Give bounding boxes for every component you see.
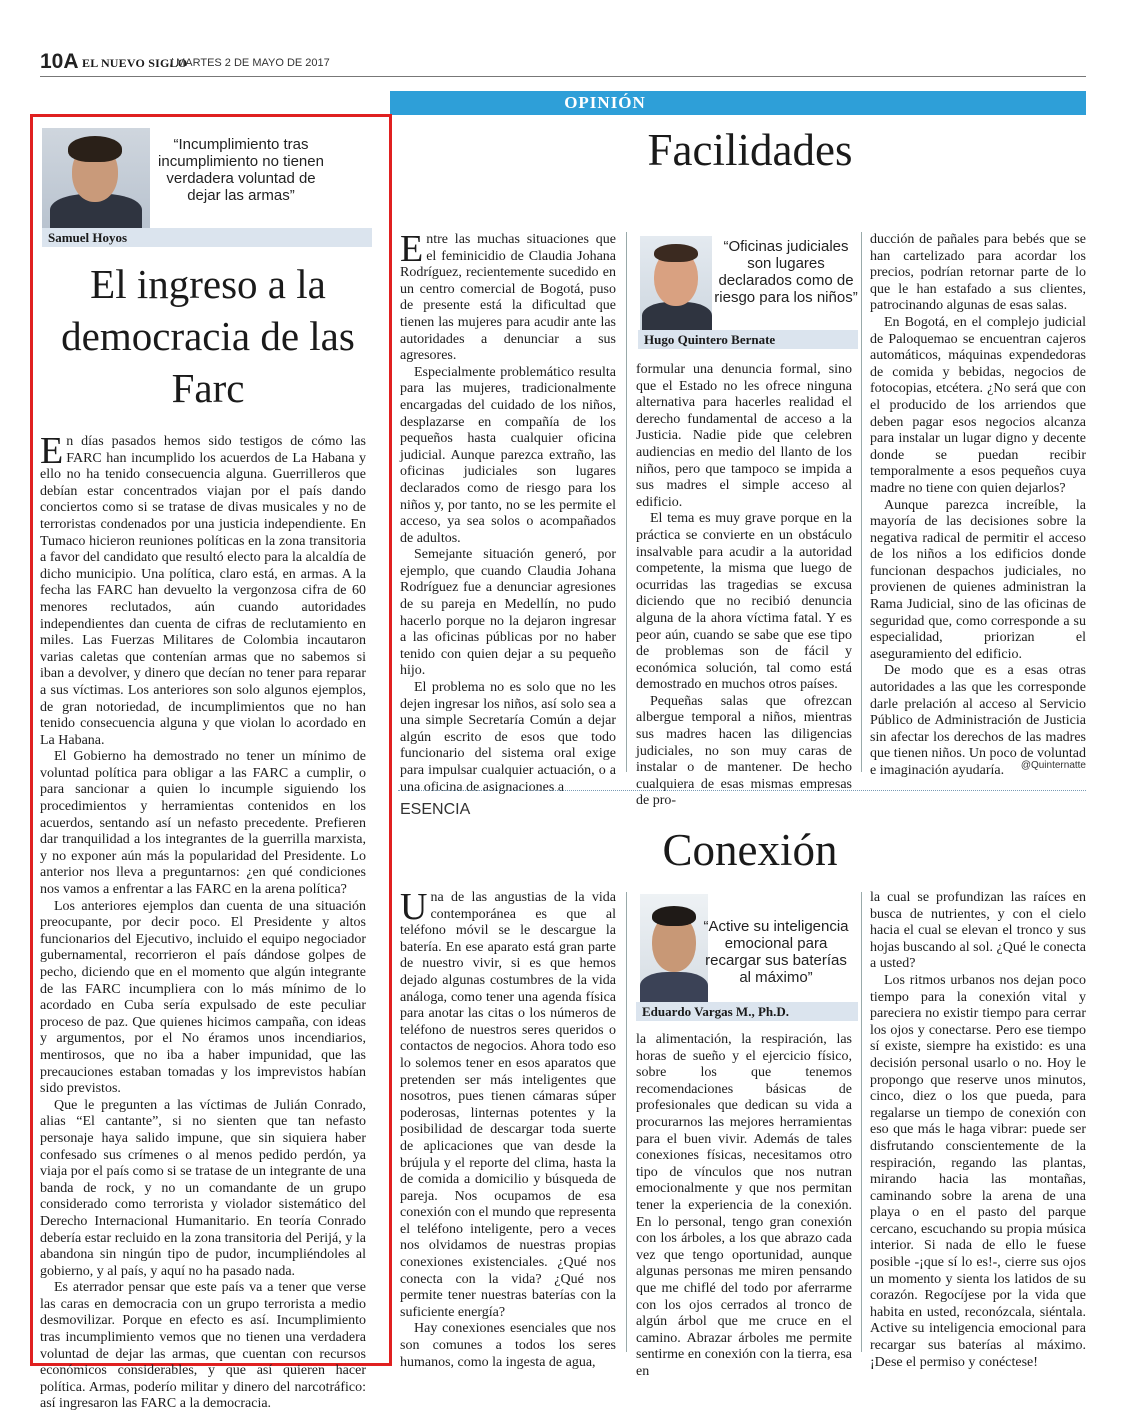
- publication-name: EL NUEVO SIGLO: [82, 56, 188, 70]
- paragraph: la cual se profundizan las raíces en busca de nutrientes, y con el cielo hacia el cual se elevan el tronco y sus hojas buscando al sol. ¿Qué le conecta a usted?: [870, 890, 1086, 972]
- article-column: [400, 228, 616, 796]
- pull-quote: “Active su inteligencia emocional para recargar sus baterías al máximo”: [703, 918, 849, 986]
- paragraph: ducción de pañales para bebés que se han cartelizado para acordar los precios, podrían retornar parte de lo que le han estafado a sus clientes, patrocinando algunas de esas salas.: [870, 232, 1086, 314]
- article-column: [636, 1032, 852, 1380]
- article-headline: Facilidades: [647, 125, 853, 175]
- article-column: [870, 232, 1086, 780]
- article-divider: [398, 790, 1086, 791]
- paragraph: Semejante situación generó, por ejemplo, que cuando Claudia Johana Rodríguez fue a denunciar agresiones de su pareja en Medellín, no pudo hacerlo porque no la dejaron ingresar a las oficinas públicas por no haber tenido con quien dejar a su pequeño hijo.: [400, 547, 616, 679]
- section-title: OPINIÓN: [564, 93, 646, 112]
- paragraph: Que le pregunten a las víctimas de Julián Conrado, alias “El cantante”, si no sienten que tan nefasto personaje haya salido impune, que sin siquiera haber confesado sus crímenes o al menos pedido perdón, ya viaja por el país como si se tratase de un integrante de una banda de rock, y no un comandante de un grupo considerado como terrorista y violador sistemático del Derecho Internacional Humanitario. En teoría Conrado debería estar recluido en la zona transitoria del Perijá, y la abandona sin ningún tipo de pudor, incumpliéndoles al gobierno, y al país, y aquí no ha pasado nada.: [40, 1097, 366, 1279]
- author-photo-hugo-quintero: [640, 236, 712, 332]
- pull-quote: “Incumplimiento tras incumplimiento no tienen verdadera voluntad de dejar las armas”: [158, 136, 324, 204]
- author-byline: Eduardo Vargas M., Ph.D.: [636, 1002, 858, 1021]
- paragraph: Los ritmos urbanos nos dejan poco tiempo para la conexión vital y pareciera no existir tiempo para cerrar los ojos y conectarse. Pero ese tiempo sí existe, siempre ha existido: es una decisión personal usarlo o no. Hoy le propongo que reserve unos minutos, cinco, diez o los que pueda, para regalarse un tiempo de conexión con eso que más le haga vibrar: puede ser disfrutando conscientemente de la respiración, regando las plantas, mirando hacia las montañas, caminando sobre la arena de una playa o en el pasto del parque cercano, escuchando su propia música interior. Si nada de ello le fuese posible -¡que sí lo es!-, cierre sus ojos un momento y sienta los latidos de su corazón. Regocíjese por la vida que habita en usted, reconózcala, siéntala. Active su inteligencia emocional para recargar sus baterías al máximo. ¡Dese el permiso y conéctese!: [870, 972, 1086, 1370]
- paragraph: Aunque parezca increíble, la mayoría de las decisiones sobre la negativa radical de permitir el acceso de los niños a los edificios donde funcionan despachos judiciales, no provienen de quienes administran la Rama Judicial, sino de las oficinas de seguridad que, como corresponde a su especialidad, priorizan el aseguramiento del edificio.: [870, 497, 1086, 662]
- section-label: ESENCIA: [400, 801, 471, 818]
- author-byline: Samuel Hoyos: [42, 228, 372, 247]
- twitter-handle: @Quinternatte: [1020, 760, 1086, 771]
- column-divider: [861, 232, 862, 772]
- paragraph: na de las angustias de la vida contemporánea es que al teléfono móvil se le descargue la batería. En ese aparato está gran parte de nuestro vivir, si es que hemos dejado algunas costumbres de la vida análoga, como tener una agenda física para anotar las citas o los números de teléfono de nuestros seres queridos o contactos de negocios. Ahora todo eso lo solemos tener en esos aparatos que pretenden ser más inteligentes que nosotros, pues tienen cámaras súper poderosas, linternas potentes y la posibilidad de descargar toda suerte de aplicaciones que van desde la brújula y el reporte del clima, hasta la de comida a domicilio y búsqueda de pareja. Nos ocupamos de esa conexión con el mundo que representa el teléfono inteligente, pero a veces nos olvidamos de nuestras propias conexiones existenciales. ¿Qué nos conecta con la vida? ¿Qué nos permite tener nuestras baterías con la suficiente energía?: [400, 890, 616, 1320]
- paragraph: En Bogotá, en el complejo judicial de Paloquemao se encuentran cajeros automáticos, máquinas expendedoras de comida y bebidas, negocios de fotocopias, etcétera. ¿No será que con el producido de los arriendos que deben pagar esos negocios alcanza para instalar un lugar digno y decente donde se puedan recibir temporalmente a esos pequeños cuya madre no tiene con quien dejarlos?: [870, 314, 1086, 496]
- paragraph: n días pasados hemos sido testigos de cómo las FARC han incumplido los acuerdos de La Habana y ello no ha tenido consecuencia alguna. Guerrilleros que debían estar concentrados viajan por el país dando conciertos como si se tratase de divas musicales y no de terroristas condenados por una justicia independiente. En Tumaco hicieron reuniones políticas en la zona transitoria a favor del candidato que resultó electo para la alcaldía de dicho municipio. Una política, claro está, en armas. A la fecha las FARC han devuelto la vergonzosa cifra de 60 menores reclutados, aún cuando autoridades independientes dan cuenta de cifras de reclutamiento en miles. Las Fuerzas Militares de Colombia incautaron varias caletas que contenían armas que no sabemos si iban a devolver, y dinero que decían no tener para reparar a sus víctimas. Los anteriores son solo algunos ejemplos, de gran notoriedad, de incumplimientos que no han tenido consecuencia alguna y que violan lo acordado en La Habana.: [40, 434, 366, 748]
- paragraph: El Gobierno ha demostrado no tener un mínimo de voluntad política para obligar a las FARC a cumplir, o para sancionar a quien lo incumple siguiendo los procedimientos y herramientas contenidos en los acuerdos, sentando así un nefasto precedente. Prefieren dar tranquilidad a los integrantes de la guerrilla marxista, y no exponer aún más la popularidad del Presidente. Lo anterior nos lleva a preguntarnos: ¿en qué condiciones nos vamos a enfrentar a las FARC en la arena política?: [40, 749, 366, 898]
- paragraph: Los anteriores ejemplos dan cuenta de una situación preocupante, por decir poco. El Presidente y altos funcionarios del Ejecutivo, incluido el equipo negociador gubernamental, recorrieron el país dándose golpes de pecho, diciendo que en el momento que algún integrante de las FARC incumpliera con lo más mínimo de lo acordado en Cuba sería expulsado de este peculiar proceso de paz. Que quienes hicimos campaña, con ideas y argumentos, por el No éramos unos incendiarios, mentirosos, que no iba a haber impunidad, que las precauciones estaban tomadas y los imprevistos habían sido previstos.: [40, 898, 366, 1097]
- paragraph: Pequeñas salas que ofrezcan albergue temporal a niños, mientras sus madres hacen las diligencias judiciales, no son muy caras de instalar o de mantener. De hecho cualquiera de esas mismas empresas de pro-: [636, 693, 852, 809]
- publication-date: / MARTES 2 DE MAYO DE 2017: [170, 57, 330, 69]
- article-column: [870, 890, 1086, 1371]
- article-headline: El ingreso a la democracia de las Farc: [61, 261, 355, 411]
- paragraph: Especialmente problemático resulta para las mujeres, tradicionalmente encargadas del cuidado de los niños, desplazarse en compañía de los pequeños hasta cualquier oficina judicial. Aunque parezca extraño, las oficinas judiciales son lugares declarados como de riesgo para los niños y, por tanto, no se les permite el acceso, ya sea solos o acompañados de adultos.: [400, 364, 616, 546]
- column-divider: [626, 232, 627, 772]
- paragraph: De modo que es a esas otras autoridades a las que les corresponde darle prelación al acceso al Servicio Público de Administración de Justicia sin afectar los derechos de las madres que tienen niños. Un poco de voluntad e imaginación ayudaría.: [870, 663, 1086, 778]
- article-column: [400, 886, 616, 1371]
- paragraph: Es aterrador pensar que este país va a tener que verse las caras en democracia con un grupo terrorista a medio desmovilizar. Porque en efecto es así. Incumplimiento tras incumplimiento vemos que no tienen una verdadera voluntad de dejar las armas, que cuentan con recursos económicos considerables, y que así quieren hacer política. Armas, poderío militar y dinero del narcotráfico: así ingresaron las FARC a la democracia.: [40, 1280, 366, 1412]
- article-headline: Conexión: [662, 825, 838, 875]
- paragraph: El problema no es solo que no les dejen ingresar los niños, así solo sea a una simple Secretaría Común a dejar algún escrito de esos que todo funcionario del sistema oral exige para impulsar cualquier actuación, o a una oficina de asignaciones a: [400, 680, 616, 795]
- paragraph: Hay conexiones esenciales que nos son comunes a todos los seres humanos, como la ingesta de agua,: [400, 1321, 616, 1370]
- column-divider: [861, 892, 862, 1352]
- dropcap: U: [400, 886, 428, 928]
- paragraph: El tema es muy grave porque en la práctica se convierte en un obstáculo insalvable para acudir a la autoridad competente, la misma que luego de ocurridas las tragedias se excusa diciendo que no recibió denuncia alguna de la ahora víctima fatal. Y es peor aún, cuando se sabe que ese tipo de problemas son de fácil y económica solución, tal como está demostrado en muchos otros países.: [636, 511, 852, 693]
- masthead-rule: [40, 76, 1086, 77]
- article-column: [636, 362, 852, 810]
- paragraph: formular una denuncia formal, sino que el Estado no les ofrece ninguna alternativa para hacerles realidad el derecho fundamental de acceso a la Justicia. Nadie pide que celebren audiencias en medio del llanto de los niños, pero que tampoco se impida a sus madres el simple acceso al edificio.: [636, 362, 852, 510]
- dropcap: E: [400, 228, 424, 270]
- paragraph: la alimentación, la respiración, las horas de sueño y el ejercicio físico, sobre los que tenemos recomendaciones básicas de profesionales que dedican su vida a procurarnos las mejores herramientas para el buen vivir. Además de tales conexiones físicas, necesitamos otro tipo de vínculos que nos nutran emocionalmente y que nos permitan tener la experiencia de la conexión. En lo personal, tengo gran conexión con los árboles, a los que abrazo cada vez que tengo oportunidad, aunque algunas personas me miren pensando que me chiflé del todo por aferrarme con los ojos cerrados al tronco de algún árbol que me cruce en el camino. Abrazar árboles me permite sentirme en conexión con la tierra, esa en: [636, 1032, 852, 1379]
- author-photo-samuel-hoyos: [42, 128, 150, 228]
- column-divider: [626, 892, 627, 1352]
- pull-quote: “Oficinas judiciales son lugares declarados como de riesgo para los niños”: [714, 238, 858, 306]
- paragraph: ntre las muchas situaciones que el feminicidio de Claudia Johana Rodríguez, recientemente sucedido en un centro comercial de Bogotá, puso de presente está la dificultad que tienen las mujeres para acudir ante las autoridades a denunciar a sus agresores.: [400, 232, 616, 364]
- article-body: [40, 430, 366, 1413]
- page-number: 10A: [40, 50, 79, 73]
- dropcap: E: [40, 430, 64, 472]
- author-byline: Hugo Quintero Bernate: [638, 330, 858, 349]
